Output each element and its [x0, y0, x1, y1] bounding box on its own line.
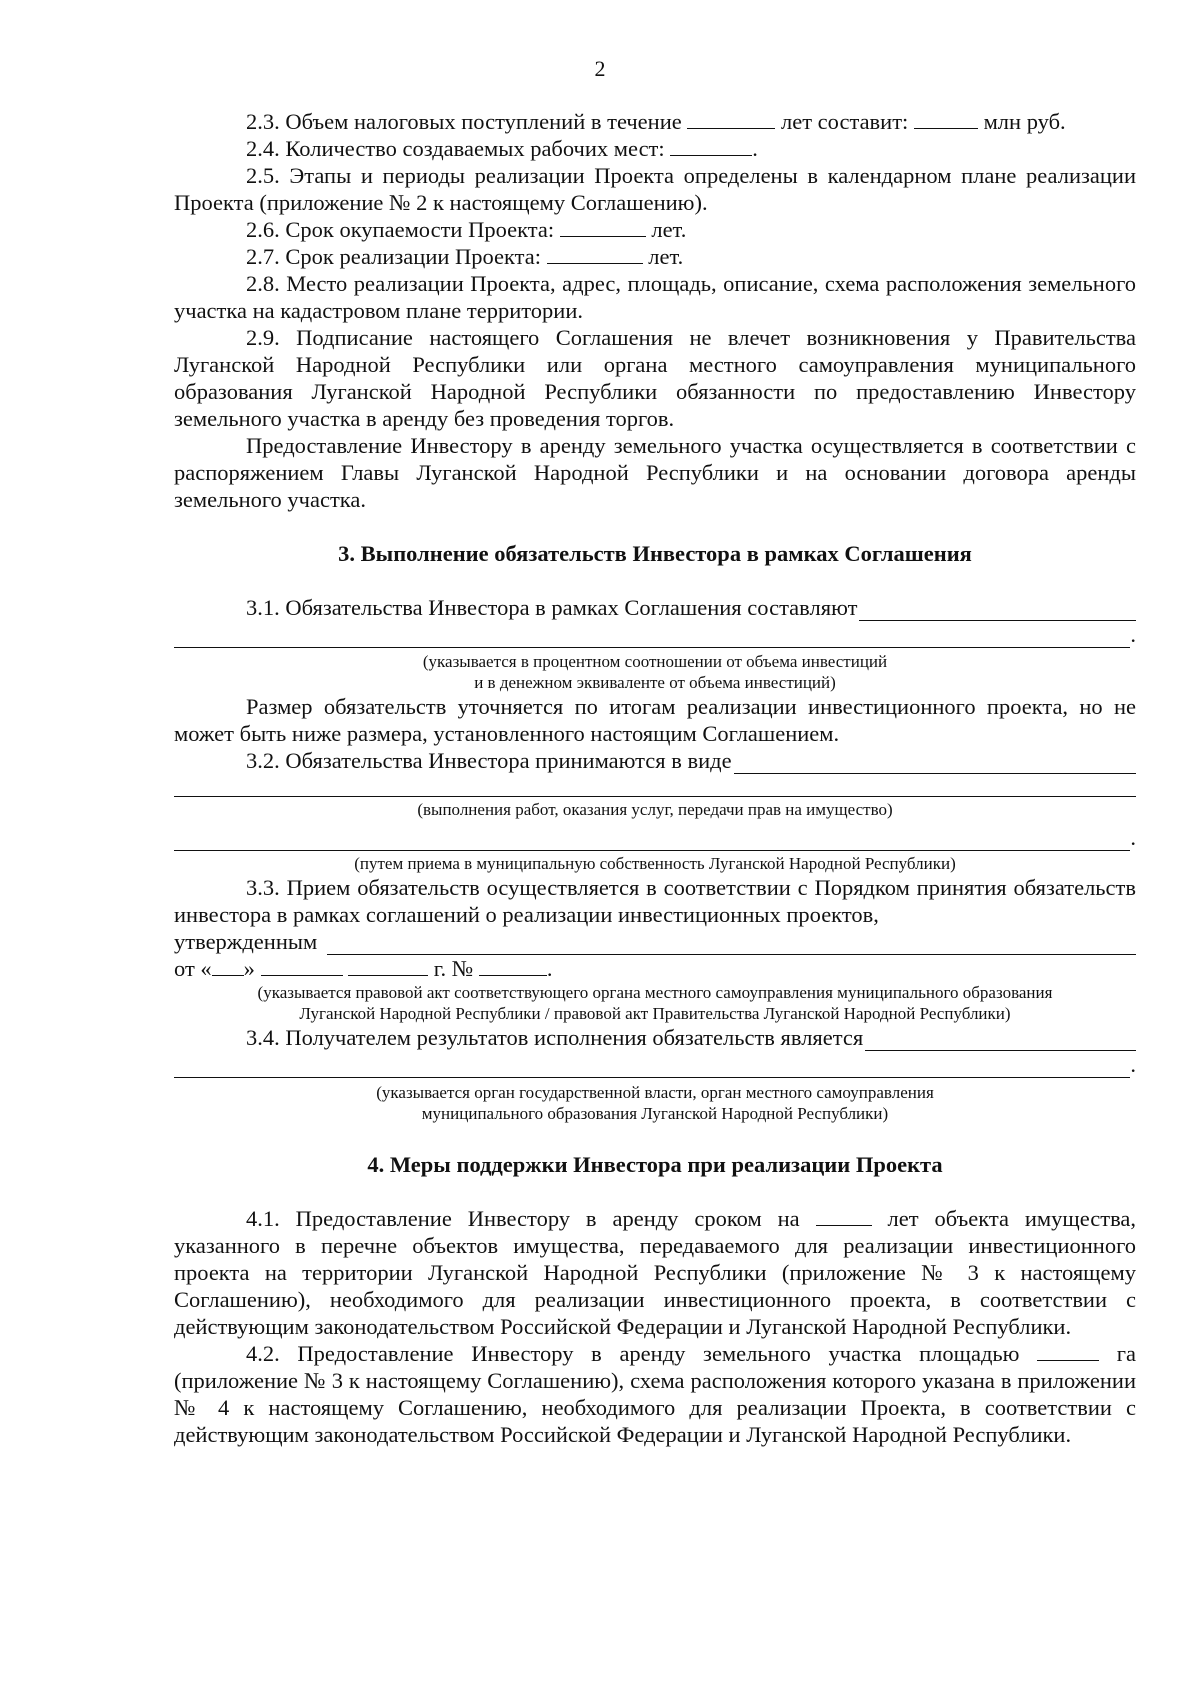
clause-text: 4.2. Предоставление Инвестору в аренду земельного участка площадью — [246, 1341, 1020, 1366]
clause-text: утвержденным — [174, 929, 318, 954]
clause-2-9-b: Предоставление Инвестору в аренду земельного участка осуществляется в соответствии с распоряжением Главы Луганской Народной Республики и на основании договора аренды земельного участка. — [174, 433, 1136, 512]
clause-text: 2.4. Количество создаваемых рабочих мест: — [246, 136, 665, 161]
caption-3-4 — [174, 1082, 1136, 1124]
blank-field — [1037, 1340, 1099, 1361]
clause-2-3 — [174, 108, 1136, 135]
caption-3-3 — [174, 982, 1136, 1024]
blank-field — [859, 600, 1136, 621]
clause-4-2 — [174, 1340, 1136, 1448]
clause-text: 3.2. Обязательства Инвестора принимаются в виде — [246, 748, 732, 773]
clause-text: лет. — [648, 244, 684, 269]
blank-field — [547, 243, 643, 264]
clause-2-6 — [174, 216, 1136, 243]
clause-2-4: 2.4. Количество создаваемых рабочих мест: . — [246, 136, 758, 161]
blank-field — [687, 108, 775, 129]
clause-text: 2.7. Срок реализации Проекта: — [246, 244, 542, 269]
clause-3-2 — [174, 747, 1136, 774]
blank-field — [174, 1057, 1130, 1078]
blank-line: . — [174, 621, 1136, 648]
clause-text: 2.6. Срок окупаемости Проекта: — [246, 217, 555, 242]
clause-4-1 — [174, 1205, 1136, 1340]
date-number-line: от « » г. № . — [174, 956, 553, 981]
section-3-heading: 3. Выполнение обязательств Инвестора в рамках Соглашения — [338, 541, 972, 566]
blank-field — [734, 753, 1136, 774]
section-4-heading: 4. Меры поддержки Инвестора при реализации Проекта — [367, 1152, 943, 1177]
caption-3-2-b: (путем приема в муниципальную собственность Луганской Народной Республики) — [354, 854, 956, 873]
clause-text: лет объекта имущества, указанного в перечне объектов имущества, передаваемого для реализации инвестиционного проекта на территории Луганской Народной Республики (приложение № 3 к настоящему Соглашению), необходимого для реализации инвестиционного проекта, в соответствии с действующим законодательством Российской Федерации и Луганской Народной Республики. — [174, 1206, 1137, 1339]
blank-field — [174, 784, 1136, 797]
clause-3-1-b: Размер обязательств уточняется по итогам реализации инвестиционного проекта, но не может быть ниже размера, установленного настоящим Соглашением. — [174, 694, 1136, 746]
blank-field — [174, 830, 1130, 851]
blank-field — [914, 108, 978, 129]
clause-text: га (приложение № 3 к настоящему Соглашению), схема расположения которого указана в приложении № 4 к настоящему Соглашению, необходимого для реализации Проекта, в соответствии с действующим законодательством Российской Федерации и Луганской Народной Республики. — [174, 1341, 1136, 1447]
clause-text: 4.1. Предоставление Инвестору в аренду сроком на — [246, 1206, 800, 1231]
date-year-number-label: г. № — [433, 956, 474, 981]
blank-line: . — [174, 1051, 1136, 1078]
blank-field — [479, 955, 547, 976]
caption-line: и в денежном эквиваленте от объема инвестиций) — [474, 673, 836, 692]
clause-2-8: 2.8. Место реализации Проекта, адрес, площадь, описание, схема расположения земельного участка на кадастровом плане территории. — [174, 271, 1136, 323]
clause-text: лет составит: — [781, 109, 909, 134]
blank-field — [348, 955, 428, 976]
clause-2-7 — [174, 243, 1136, 270]
clause-3-4 — [174, 1024, 1136, 1051]
clause-2-5: 2.5. Этапы и периоды реализации Проекта определены в календарном плане реализации Проекта (приложение № 2 к настоящему Соглашению). — [174, 163, 1136, 215]
clause-2-9: 2.9. Подписание настоящего Соглашения не влечет возникновения у Правительства Луганской Народной Республики или органа местного самоуправления муниципального образования Луганской Народной Республики обязанности по предоставлению Инвестору земельного участка в аренду без проведения торгов. — [174, 325, 1136, 431]
blank-field — [560, 216, 646, 237]
blank-field — [816, 1205, 872, 1226]
clause-text: лет. — [651, 217, 687, 242]
caption-line: муниципального образования Луганской Народной Республики) — [421, 1104, 889, 1123]
clause-text: 3.4. Получателем результатов исполнения обязательств является — [246, 1025, 864, 1050]
date-from-label: от « — [174, 956, 212, 981]
page-number: 2 — [594, 56, 606, 81]
blank-line: . — [174, 824, 1136, 851]
clause-text: 3.1. Обязательства Инвестора в рамках Соглашения составляют — [246, 595, 858, 620]
blank-field — [174, 627, 1130, 648]
caption-3-1 — [174, 651, 1136, 693]
clause-3-3: 3.3. Прием обязательств осуществляется в соответствии с Порядком принятия обязательств инвестора в рамках соглашений о реализации инвестиционных проектов, — [174, 875, 1136, 927]
date-quote: » — [243, 956, 255, 981]
blank-field — [327, 934, 1136, 955]
caption-line: Луганской Народной Республики / правовой акт Правительства Луганской Народной Республики) — [299, 1004, 1011, 1023]
blank-field — [670, 135, 752, 156]
caption-line: (указывается правовой акт соответствующего органа местного самоуправления муниципального образования — [257, 983, 1053, 1002]
clause-text: 2.3. Объем налоговых поступлений в течение — [246, 109, 682, 134]
clause-text: млн руб. — [983, 109, 1066, 134]
blank-field — [261, 955, 343, 976]
caption-line: (указывается орган государственной власти, орган местного самоуправления — [376, 1083, 934, 1102]
caption-3-2-a: (выполнения работ, оказания услуг, передачи прав на имущество) — [417, 800, 893, 819]
blank-field — [212, 955, 244, 976]
approved-by-line — [174, 928, 1136, 955]
clause-3-1 — [174, 594, 1136, 621]
blank-field — [865, 1030, 1136, 1051]
caption-line: (указывается в процентном соотношении от объема инвестиций — [422, 652, 888, 671]
document-body — [174, 108, 1136, 1448]
